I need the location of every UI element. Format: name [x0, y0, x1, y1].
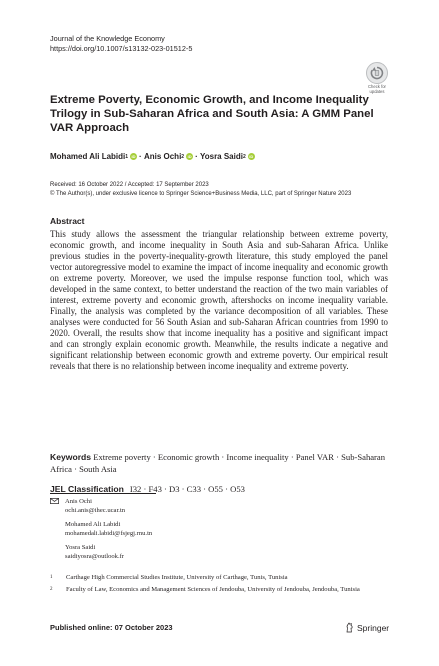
- affiliation-text: Carthage High Commercial Studies Institute, University of Carthage, Tunis, Tunisia: [66, 574, 288, 581]
- author-affiliation-marker: 1: [125, 153, 129, 160]
- footnote-divider: [50, 493, 156, 494]
- publisher-name: Springer: [357, 622, 390, 633]
- author-affiliation-marker: 2: [242, 153, 246, 160]
- contact-entry: [50, 497, 152, 516]
- contact-email[interactable]: mohamedali.labidi@fsjegj.rnu.tn: [65, 530, 153, 538]
- affiliation-entry: [50, 573, 390, 582]
- affiliation-list: [50, 573, 390, 598]
- envelope-icon: [50, 498, 59, 504]
- author-separator: ·: [139, 152, 142, 161]
- doi-link[interactable]: https://doi.org/10.1007/s13132-023-01512-5: [50, 44, 193, 53]
- contact-email[interactable]: ochi.anis@ihec.ucar.tn: [65, 507, 126, 515]
- author-separator: ·: [195, 152, 198, 161]
- author-list: [50, 152, 257, 161]
- published-online-date: Published online: 07 October 2023: [50, 623, 173, 632]
- affiliation-number: 1: [50, 575, 53, 580]
- copyright-notice: © The Author(s), under exclusive licence to Springer Science+Business Media, LLC, part of Springer Nature 2023: [50, 191, 352, 197]
- contact-entry: [50, 543, 152, 562]
- springer-logo: [345, 622, 389, 633]
- badge-line2: updates: [369, 88, 385, 94]
- springer-horse-icon: [345, 622, 354, 633]
- orcid-icon[interactable]: iD: [249, 154, 254, 159]
- orcid-icon[interactable]: iD: [187, 154, 192, 159]
- publication-dates: [50, 181, 351, 199]
- orcid-icon[interactable]: iD: [131, 154, 136, 159]
- affiliation-number: 2: [50, 587, 53, 593]
- check-for-updates-badge[interactable]: [364, 62, 390, 96]
- contact-email[interactable]: saidiyosra@outlook.fr: [65, 553, 124, 561]
- keywords-list: Extreme poverty · Economic growth · Income inequality · Panel VAR · Sub-Saharan Africa · South Asia: [50, 452, 386, 474]
- article-title: Extreme Poverty, Economic Growth, and Income Inequality Trilogy in Sub-Saharan Africa and South Asia: A GMM Panel VAR Approach: [50, 94, 374, 134]
- contact-name: Anis Ochi: [65, 498, 92, 505]
- jel-codes: I32 · F43 · D3 · C33 · O55 · O53: [129, 484, 245, 494]
- affiliation-text: Faculty of Law, Economics and Management Sciences of Jendouba, University of Jendouba, Jendouba, Tunisia: [66, 586, 360, 594]
- contact-entry: [50, 520, 152, 539]
- badge-line1: Check for: [368, 84, 386, 89]
- check-for-updates-icon: [366, 62, 388, 84]
- author-name[interactable]: Yosra Saidi: [199, 152, 243, 161]
- keywords-label: Keywords: [50, 452, 92, 462]
- journal-name: Journal of the Knowledge Economy: [50, 34, 165, 43]
- affiliation-entry: [50, 585, 390, 594]
- author-name[interactable]: Anis Ochi: [143, 152, 182, 161]
- author-affiliation-marker: 2: [181, 153, 185, 160]
- abstract-text: This study allows the assessment the triangular relationship between extreme poverty, economic growth, and income inequality in South Asia and sub-Saharan Africa. Unlike previous studies in the poverty-inequality-growth literature, this study employed the panel vector autoregressive model to examine the impact of income inequality and economic growth on extreme poverty. Moreover, we used the impulse response function tool, which was developed in the same context, to better understand the reaction of the two main variables of interest, extreme poverty and economic growth, aftershocks on income inequality variable. Finally, the analysis was completed by the variance decomposition of all variables. These analyses were conducted for 56 South Asian and sub-Saharan African countries from 1990 to 2020. Overall, the results show that income inequality has a positive and significant impact and can strongly explain economic growth. Meanwhile, the results indicate a negative and significant relationship between economic growth and extreme poverty. Our empirical result reveals that there is no relationship between income inequality and extreme poverty.: [50, 229, 388, 371]
- abstract-heading: Abstract: [50, 216, 85, 226]
- received-accepted-dates: Received: 16 October 2022 / Accepted: 17 September 2023: [50, 182, 209, 188]
- contact-name: Mohamed Ali Labidi: [65, 520, 121, 528]
- jel-label: JEL Classification: [50, 484, 124, 494]
- contact-list: [50, 497, 152, 565]
- author-name[interactable]: Mohamed Ali Labidi: [50, 152, 126, 161]
- journal-header: [50, 34, 192, 54]
- keywords-section: [50, 452, 388, 475]
- contact-name: Yosra Saidi: [65, 543, 96, 551]
